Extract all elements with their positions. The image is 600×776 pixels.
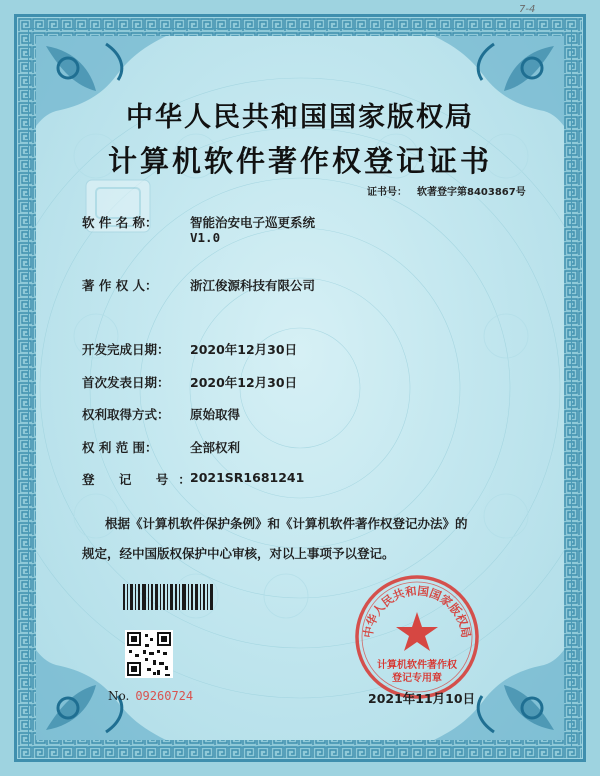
statement-line-1: 根据《计算机软件保护条例》和《计算机软件著作权登记办法》的 [105, 516, 468, 531]
certificate-number [367, 183, 536, 198]
field-value: 2020年12月30日 [190, 342, 298, 357]
field-publication-date [82, 373, 298, 391]
certificate-number-label: 证书号： [367, 187, 407, 198]
field-development-date [82, 340, 298, 358]
field-acquisition-method [82, 405, 241, 423]
authority-title: 中华人民共和国国家版权局 [126, 102, 474, 133]
field-value: 智能治安电子巡更系统 [190, 215, 316, 230]
barcode-icon [123, 584, 215, 610]
serial-value: 09260724 [135, 689, 194, 703]
field-label: 权利取得方式： [82, 407, 170, 422]
field-rights-scope [82, 438, 241, 456]
field-registration-number [82, 470, 305, 488]
field-label: 开发完成日期： [82, 342, 170, 357]
qr-code-icon [125, 630, 173, 678]
seal-ring-text: 中华人民共和国国家版权局 [360, 583, 474, 639]
field-label: 著 作 权 人： [82, 278, 158, 293]
field-value: 全部权利 [190, 440, 241, 455]
serial-prefix: No. [108, 689, 130, 703]
field-value: 2020年12月30日 [190, 375, 298, 390]
issue-date: 2021年11月10日 [368, 691, 476, 706]
handwritten-mark: 7-4 [519, 4, 536, 15]
field-label: 权 利 范 围： [82, 440, 158, 455]
software-version: V1.0 [190, 230, 221, 245]
field-copyright-owner [82, 276, 316, 294]
seal-text-line-2: 登记专用章 [392, 673, 442, 684]
serial-number [108, 689, 193, 703]
statement-line-2: 规定，经中国版权保护中心审核，对以上事项予以登记。 [82, 546, 395, 561]
field-software-name [82, 213, 316, 231]
field-value: 2021SR1681241 [190, 470, 305, 485]
field-label: 软 件 名 称： [82, 215, 158, 230]
certificate-title: 计算机软件著作权登记证书 [107, 144, 492, 178]
seal-text-line-1: 计算机软件著作权 [377, 660, 457, 671]
field-value: 原始取得 [190, 407, 241, 422]
field-label: 登 记 号： [82, 472, 201, 487]
field-label: 首次发表日期： [82, 375, 170, 390]
field-value: 浙江俊源科技有限公司 [190, 278, 316, 293]
certificate-number-value: 软著登字第8403867号 [417, 187, 526, 198]
